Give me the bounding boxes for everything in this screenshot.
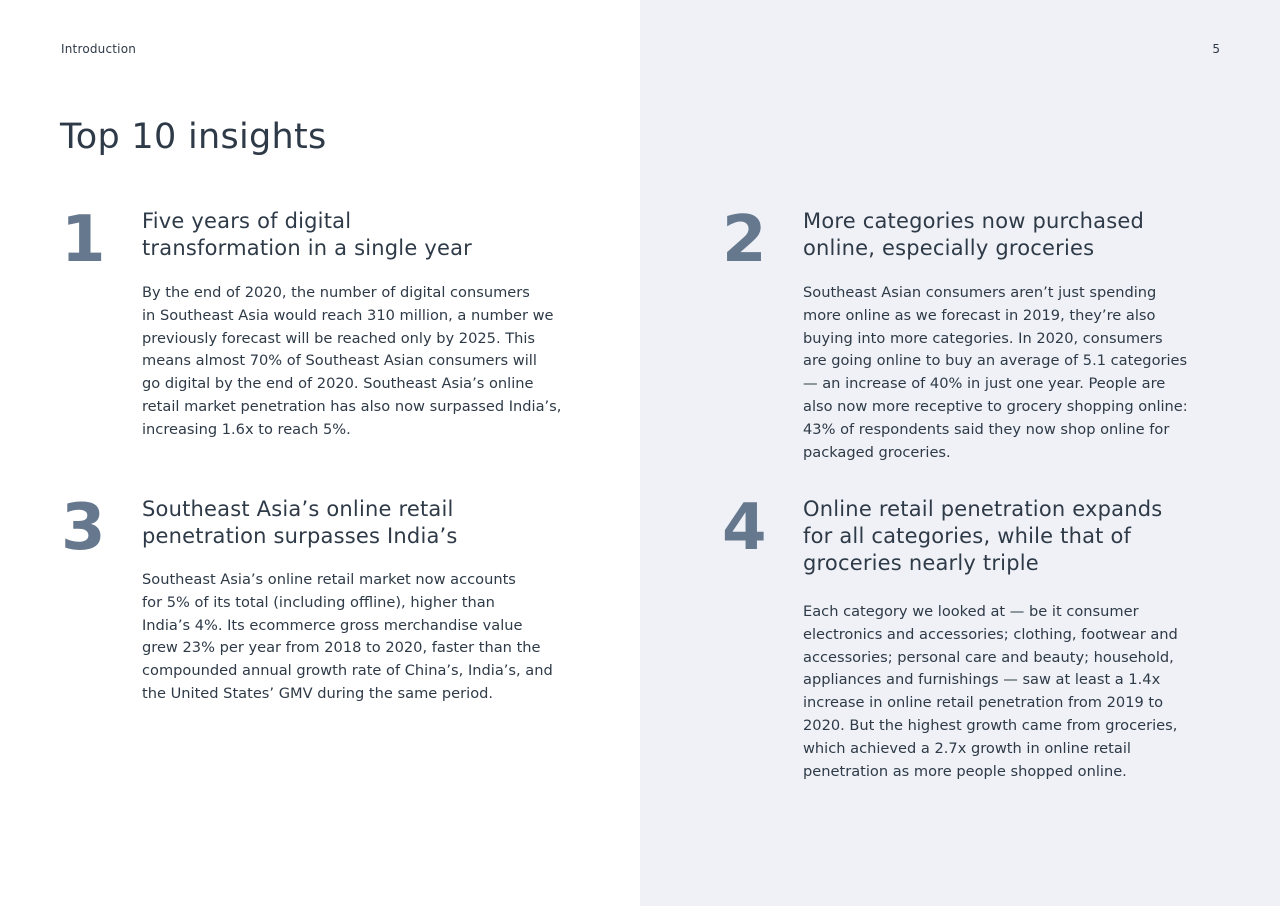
heading-line: Southeast Asia’s online retail xyxy=(142,497,454,521)
body-line: India’s 4%. Its ecommerce gross merchandise value xyxy=(142,616,523,634)
body-line: Southeast Asia’s online retail market now accounts xyxy=(142,571,516,588)
insight-number: 1 xyxy=(61,203,105,277)
insight-body xyxy=(803,601,1243,783)
body-line: are going online to buy an average of 5.1 categories xyxy=(803,352,1188,370)
heading-line: Five years of digital xyxy=(142,209,352,233)
body-line: appliances and furnishings — saw at least a 1.4x xyxy=(803,671,1161,689)
body-line: Each category we looked at — be it consumer xyxy=(803,603,1139,620)
section-label: Introduction xyxy=(61,42,137,56)
body-line: means almost 70% of Southeast Asian consumers will xyxy=(142,352,537,370)
insight-body xyxy=(142,569,582,706)
body-line: go digital by the end of 2020. Southeast Asia’s online xyxy=(142,375,534,393)
body-line: buying into more categories. In 2020, consumers xyxy=(803,329,1163,347)
body-line: Southeast Asian consumers aren’t just spending xyxy=(803,284,1157,301)
body-line: increase in online retail penetration from 2019 to xyxy=(803,694,1164,712)
page-title: Top 10 insights xyxy=(60,117,327,157)
body-line: packaged groceries. xyxy=(803,443,951,461)
page-number: 5 xyxy=(1212,42,1220,56)
insight-heading xyxy=(142,208,582,262)
insight-number: 2 xyxy=(722,203,766,277)
heading-line: Online retail penetration expands xyxy=(803,497,1163,521)
insight-number: 4 xyxy=(722,491,766,565)
body-line: By the end of 2020, the number of digital consumers xyxy=(142,284,530,301)
body-line: electronics and accessories; clothing, footwear and xyxy=(803,625,1178,643)
body-line: compounded annual growth rate of China’s, India’s, and xyxy=(142,662,553,680)
body-line: more online as we forecast in 2019, they’re also xyxy=(803,306,1156,324)
body-line: penetration as more people shopped online. xyxy=(803,762,1127,780)
insight-body xyxy=(803,282,1243,464)
body-line: in Southeast Asia would reach 310 million, a number we xyxy=(142,306,554,324)
insight-heading xyxy=(803,496,1243,577)
heading-line: for all categories, while that of xyxy=(803,524,1132,548)
heading-line: online, especially groceries xyxy=(803,236,1095,260)
heading-line: penetration surpasses India’s xyxy=(142,524,458,548)
body-line: previously forecast will be reached only by 2025. This xyxy=(142,329,536,347)
insight-number: 3 xyxy=(61,491,105,565)
body-line: also now more receptive to grocery shopping online: xyxy=(803,397,1188,415)
insight-heading xyxy=(142,496,582,550)
body-line: 2020. But the highest growth came from groceries, xyxy=(803,716,1178,734)
body-line: for 5% of its total (including offline), higher than xyxy=(142,593,495,611)
body-line: increasing 1.6x to reach 5%. xyxy=(142,420,351,438)
heading-line: groceries nearly triple xyxy=(803,551,1039,575)
body-line: the United States’ GMV during the same period. xyxy=(142,684,494,702)
heading-line: transformation in a single year xyxy=(142,236,472,260)
body-line: grew 23% per year from 2018 to 2020, faster than the xyxy=(142,639,541,657)
body-line: 43% of respondents said they now shop online for xyxy=(803,420,1170,438)
body-line: — an increase of 40% in just one year. People are xyxy=(803,375,1166,393)
body-line: retail market penetration has also now surpassed India’s, xyxy=(142,397,562,415)
body-line: accessories; personal care and beauty; household, xyxy=(803,648,1174,666)
insight-heading xyxy=(803,208,1243,262)
heading-line: More categories now purchased xyxy=(803,209,1145,233)
insight-body xyxy=(142,282,582,442)
body-line: which achieved a 2.7x growth in online retail xyxy=(803,739,1131,757)
